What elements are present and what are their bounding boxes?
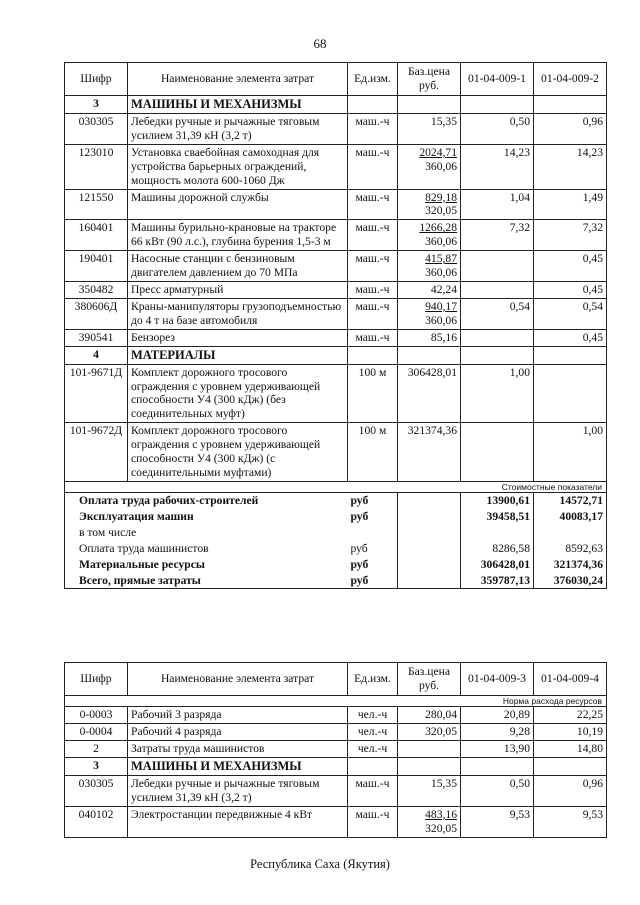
summary-label: в том числе: [65, 525, 348, 541]
row-value-1: 7,32: [461, 220, 534, 251]
summary-row: [65, 541, 607, 557]
table-row: [65, 114, 607, 145]
row-value-1: 9,28: [461, 724, 534, 741]
row-price: [398, 329, 461, 346]
row-code: 4: [65, 346, 128, 364]
empty-cell: [461, 346, 534, 364]
row-unit: чел.-ч: [348, 741, 398, 758]
row-name: Бензорез: [128, 329, 348, 346]
header-price: Баз.цена руб.: [398, 63, 461, 96]
empty-cell: [398, 493, 461, 509]
empty-cell: [398, 557, 461, 573]
row-price: [398, 741, 461, 758]
summary-label: Материальные ресурсы: [65, 557, 348, 573]
row-unit: маш.-ч: [348, 298, 398, 329]
row-code: 030305: [65, 114, 128, 145]
section-row: [65, 96, 607, 114]
summary-value-2: 14572,71: [534, 493, 607, 509]
row-value-1: 0,50: [461, 775, 534, 806]
cost-indicators-note: Стоимостные показатели: [461, 481, 607, 492]
row-unit: маш.-ч: [348, 329, 398, 346]
table-row: [65, 724, 607, 741]
header-code: Шифр: [65, 663, 128, 696]
empty-cell: [398, 541, 461, 557]
empty-cell: [398, 96, 461, 114]
row-name: Комплект дорожного тросового ограждения с уровнем удерживающей способности У4 (300 кДж) (с соединительными муфтами): [128, 423, 348, 482]
summary-value-1: [461, 525, 534, 541]
row-value-2: 7,32: [534, 220, 607, 251]
empty-cell: [398, 757, 461, 775]
row-value-2: 0,96: [534, 775, 607, 806]
header-code: Шифр: [65, 63, 128, 96]
table-row: [65, 329, 607, 346]
table-row: [65, 423, 607, 482]
row-code: 101-9672Д: [65, 423, 128, 482]
row-value-1: 13,90: [461, 741, 534, 758]
row-code: 380606Д: [65, 298, 128, 329]
summary-unit: руб: [348, 573, 398, 589]
summary-value-2: 40083,17: [534, 509, 607, 525]
empty-cell: [398, 573, 461, 589]
price-value: 1266,28: [419, 221, 457, 235]
price-value: 306428,01: [407, 365, 457, 379]
empty-cell: [348, 346, 398, 364]
price-secondary: 360,06: [425, 313, 457, 327]
row-price: [398, 364, 461, 423]
row-code: 0-0004: [65, 724, 128, 741]
row-name: МАШИНЫ И МЕХАНИЗМЫ: [128, 757, 348, 775]
empty-cell: [534, 346, 607, 364]
row-code: 3: [65, 96, 128, 114]
table-row: [65, 775, 607, 806]
price-value: 829,18: [425, 190, 457, 204]
price-secondary: 360,06: [425, 235, 457, 249]
page-number: 68: [313, 36, 327, 51]
row-name: Пресс арматурный: [128, 281, 348, 298]
summary-value-2: 321374,36: [534, 557, 607, 573]
row-price: [398, 775, 461, 806]
summary-value-1: 359787,13: [461, 573, 534, 589]
summary-row: [65, 525, 607, 541]
summary-label: Всего, прямые затраты: [65, 573, 348, 589]
table-row: [65, 189, 607, 220]
row-value-2: 0,54: [534, 298, 607, 329]
table-row: [65, 707, 607, 724]
row-value-1: [461, 281, 534, 298]
row-unit: маш.-ч: [348, 114, 398, 145]
summary-label: Эксплуатация машин: [65, 509, 348, 525]
table-row: [65, 220, 607, 251]
summary-value-2: 376030,24: [534, 573, 607, 589]
empty-cell: [398, 346, 461, 364]
row-value-1: 0,50: [461, 114, 534, 145]
row-name: МАШИНЫ И МЕХАНИЗМЫ: [128, 96, 348, 114]
row-name: Затраты труда машинистов: [128, 741, 348, 758]
row-name: Комплект дорожного тросового ограждения с уровнем удерживающей способности У4 (300 кДж) (без соединительных муфт): [128, 364, 348, 423]
row-price: [398, 724, 461, 741]
row-value-1: 20,89: [461, 707, 534, 724]
section-row: [65, 346, 607, 364]
summary-value-1: 306428,01: [461, 557, 534, 573]
row-code: 0-0003: [65, 707, 128, 724]
summary-row: [65, 557, 607, 573]
header-price: Баз.цена руб.: [398, 663, 461, 696]
row-value-2: 0,45: [534, 251, 607, 282]
table-header: [65, 63, 607, 96]
row-value-1: [461, 251, 534, 282]
table-row: [65, 364, 607, 423]
row-unit: маш.-ч: [348, 806, 398, 837]
summary-unit: [348, 525, 398, 541]
row-price: [398, 298, 461, 329]
row-unit: маш.-ч: [348, 251, 398, 282]
summary-value-2: 8592,63: [534, 541, 607, 557]
row-price: [398, 281, 461, 298]
header-col1: 01-04-009-3: [461, 663, 534, 696]
empty-cell: [461, 757, 534, 775]
price-secondary: 320,05: [425, 821, 457, 835]
empty-cell: [398, 509, 461, 525]
empty-cell: [348, 757, 398, 775]
empty-cell: [534, 757, 607, 775]
table-row: [65, 741, 607, 758]
row-unit: маш.-ч: [348, 775, 398, 806]
row-code: 2: [65, 741, 128, 758]
row-name: Рабочий 3 разряда: [128, 707, 348, 724]
row-name: Лебедки ручные и рычажные тяговым усилием 31,39 кН (3,2 т): [128, 114, 348, 145]
summary-value-1: 13900,61: [461, 493, 534, 509]
row-value-2: 1,00: [534, 423, 607, 482]
table-row: [65, 144, 607, 189]
row-price: [398, 707, 461, 724]
row-price: [398, 220, 461, 251]
page-footer: Республика Саха (Якутия): [250, 857, 390, 871]
summary-label: Оплата труда рабочих-строителей: [65, 493, 348, 509]
row-name: Машины дорожной службы: [128, 189, 348, 220]
row-price: [398, 806, 461, 837]
empty-cell: [348, 96, 398, 114]
row-unit: маш.-ч: [348, 189, 398, 220]
row-code: 121550: [65, 189, 128, 220]
row-value-2: [534, 364, 607, 423]
row-code: 160401: [65, 220, 128, 251]
row-value-2: 14,80: [534, 741, 607, 758]
summary-unit: руб: [348, 541, 398, 557]
summary-unit: руб: [348, 557, 398, 573]
row-code: 390541: [65, 329, 128, 346]
price-value: 321374,36: [407, 424, 457, 438]
table-row: [65, 298, 607, 329]
price-value: 2024,71: [419, 145, 457, 159]
summary-row: [65, 509, 607, 525]
row-unit: 100 м: [348, 423, 398, 482]
row-value-2: 0,45: [534, 281, 607, 298]
row-price: [398, 114, 461, 145]
row-value-1: 14,23: [461, 144, 534, 189]
row-value-1: 0,54: [461, 298, 534, 329]
row-unit: чел.-ч: [348, 724, 398, 741]
row-code: 123010: [65, 144, 128, 189]
row-name: МАТЕРИАЛЫ: [128, 346, 348, 364]
row-price: [398, 423, 461, 482]
row-value-1: [461, 423, 534, 482]
price-value: 15,35: [430, 776, 457, 790]
row-name: Установка сваебойная самоходная для устройства барьерных ограждений, мощность молота 600-1060 Дж: [128, 144, 348, 189]
row-code: 190401: [65, 251, 128, 282]
summary-value-2: [534, 525, 607, 541]
row-name: Машины бурильно-крановые на тракторе 66 кВт (90 л.с.), глубина бурения 1,5-3 м: [128, 220, 348, 251]
price-value: 15,35: [430, 115, 457, 128]
summary-value-1: 39458,51: [461, 509, 534, 525]
price-value: 483,16: [425, 807, 457, 821]
header-col2: 01-04-009-2: [534, 63, 607, 96]
row-value-2: 0,45: [534, 329, 607, 346]
row-value-2: 0,96: [534, 114, 607, 145]
price-value: 280,04: [425, 708, 457, 722]
header-unit: Ед.изм.: [348, 663, 398, 696]
empty-cell: [398, 525, 461, 541]
row-name: Электростанции передвижные 4 кВт: [128, 806, 348, 837]
row-code: 350482: [65, 281, 128, 298]
row-value-1: 1,00: [461, 364, 534, 423]
row-unit: маш.-ч: [348, 281, 398, 298]
header-name: Наименование элемента затрат: [128, 63, 348, 96]
row-price: [398, 144, 461, 189]
price-value: 85,16: [430, 330, 457, 344]
row-name: Лебедки ручные и рычажные тяговым усилием 31,39 кН (3,2 т): [128, 775, 348, 806]
summary-row: [65, 573, 607, 589]
row-code: 030305: [65, 775, 128, 806]
price-secondary: 360,06: [425, 266, 457, 280]
row-value-2: 14,23: [534, 144, 607, 189]
resource-table-1: [64, 62, 607, 589]
row-value-2: 1,49: [534, 189, 607, 220]
summary-row: [65, 493, 607, 509]
table-row: [65, 281, 607, 298]
price-secondary: 360,06: [425, 159, 457, 173]
row-value-1: 9,53: [461, 806, 534, 837]
row-code: 040102: [65, 806, 128, 837]
table-header: [65, 663, 607, 696]
header-col1: 01-04-009-1: [461, 63, 534, 96]
table-row: [65, 251, 607, 282]
price-value: 415,87: [425, 252, 457, 266]
header-col2: 01-04-009-4: [534, 663, 607, 696]
summary-label: Оплата труда машинистов: [65, 541, 348, 557]
row-name: Рабочий 4 разряда: [128, 724, 348, 741]
empty-cell: [461, 96, 534, 114]
price-value: 320,05: [425, 725, 457, 739]
price-value: 940,17: [425, 299, 457, 313]
row-name: Краны-манипуляторы грузоподъемностью до 4 т на базе автомобиля: [128, 298, 348, 329]
row-value-2: 9,53: [534, 806, 607, 837]
resource-norm-note: Норма расхода ресурсов: [461, 696, 607, 707]
row-value-2: 10,19: [534, 724, 607, 741]
row-unit: маш.-ч: [348, 220, 398, 251]
row-value-2: 22,25: [534, 707, 607, 724]
section-row: [65, 757, 607, 775]
row-price: [398, 189, 461, 220]
row-unit: 100 м: [348, 364, 398, 423]
price-value: 42,24: [430, 282, 457, 296]
table-row: [65, 806, 607, 837]
row-name: Насосные станции с бензиновым двигателем давлением до 70 МПа: [128, 251, 348, 282]
row-code: 101-9671Д: [65, 364, 128, 423]
row-unit: чел.-ч: [348, 707, 398, 724]
summary-unit: руб: [348, 509, 398, 525]
row-price: [398, 251, 461, 282]
empty-cell: [534, 96, 607, 114]
resource-table-2: [64, 662, 607, 838]
row-code: 3: [65, 757, 128, 775]
summary-unit: руб: [348, 493, 398, 509]
summary-value-1: 8286,58: [461, 541, 534, 557]
row-value-1: [461, 329, 534, 346]
header-unit: Ед.изм.: [348, 63, 398, 96]
row-value-1: 1,04: [461, 189, 534, 220]
header-name: Наименование элемента затрат: [128, 663, 348, 696]
price-secondary: 320,05: [425, 204, 457, 218]
row-unit: маш.-ч: [348, 144, 398, 189]
